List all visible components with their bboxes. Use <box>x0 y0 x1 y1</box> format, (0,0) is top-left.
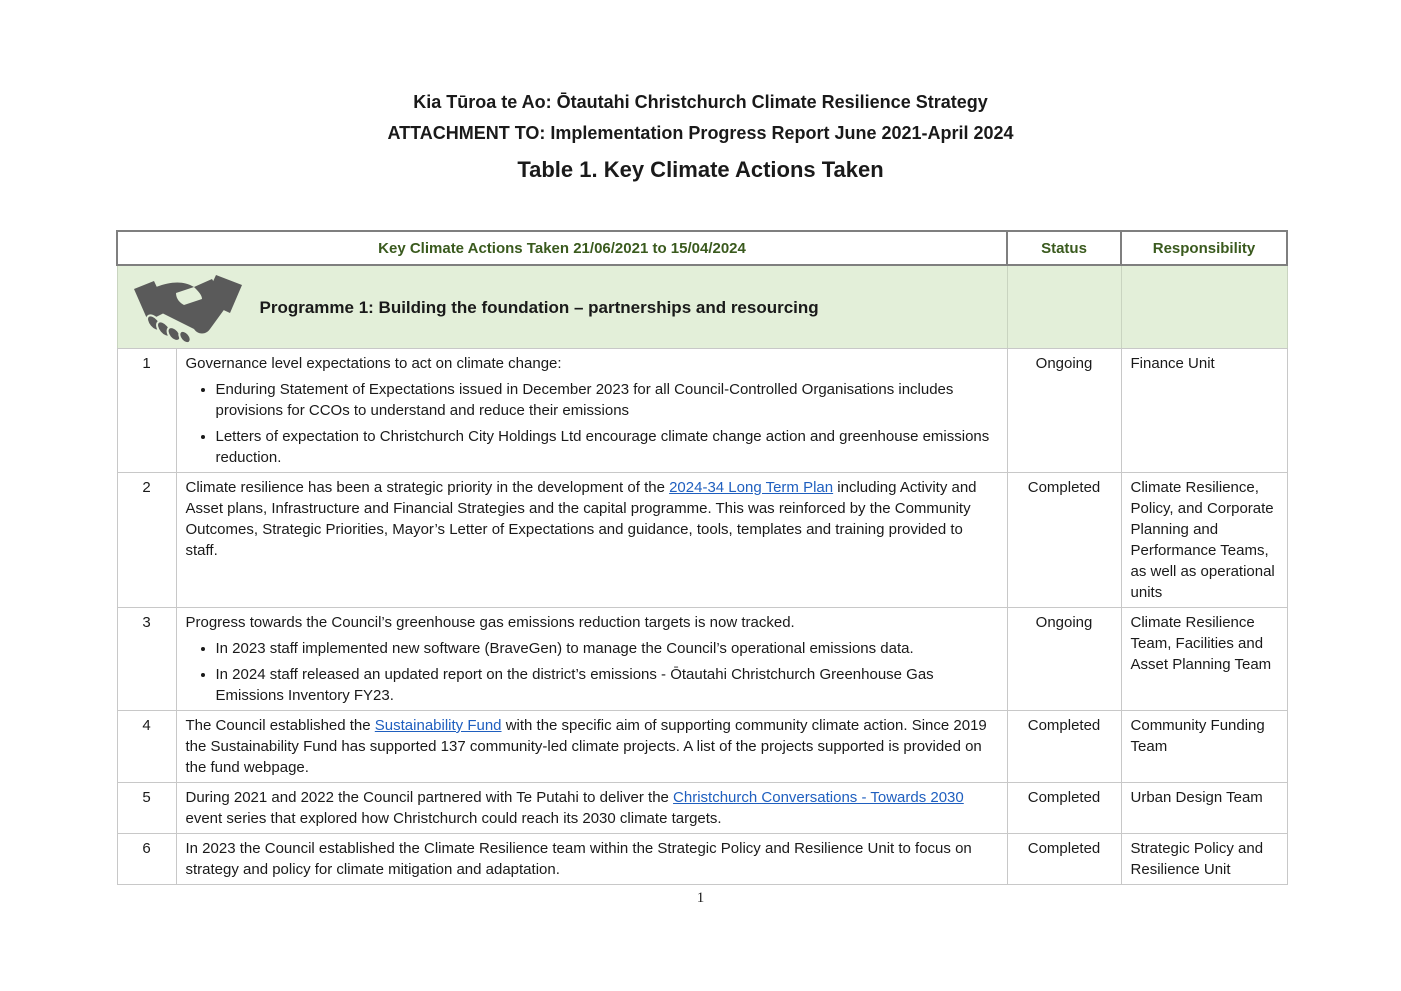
row-responsibility: Finance Unit <box>1121 349 1287 473</box>
row-status: Completed <box>1007 473 1121 608</box>
christchurch-conversations-link[interactable]: Christchurch Conversations - Towards 2030 <box>673 789 964 806</box>
row-description <box>176 834 1007 885</box>
row-responsibility: Climate Resilience, Policy, and Corporate Planning and Performance Teams, as well as operational units <box>1121 473 1287 608</box>
table-row <box>117 834 1287 885</box>
header-responsibility: Responsibility <box>1121 231 1287 265</box>
row-text: including Activity and Asset plans, Infrastructure and Financial Strategies and the capital programme. This was reinforced by the Community Outcomes, Strategic Priorities, Mayor’s Letter of Expectations and guidance, tools, templates and training provided to staff. <box>185 479 977 559</box>
table-row <box>117 711 1287 783</box>
table-row <box>117 608 1287 711</box>
header-actions: Key Climate Actions Taken 21/06/2021 to 15/04/2024 <box>117 231 1007 265</box>
row-text: Governance level expectations to act on climate change: <box>185 355 562 372</box>
list-item: • Letters of expectation to Christchurch City Holdings Ltd encourage climate change action and greenhouse emissions reduction. <box>216 426 998 468</box>
row-status: Completed <box>1007 783 1121 834</box>
row-responsibility: Strategic Policy and Resilience Unit <box>1121 834 1287 885</box>
list-item: • In 2023 staff implemented new software (BraveGen) to manage the Council’s operational emissions data. <box>216 638 998 659</box>
climate-actions-table <box>116 230 1288 885</box>
row-number: 5 <box>117 783 176 834</box>
page-number: 1 <box>696 890 705 906</box>
row-status: Ongoing <box>1007 349 1121 473</box>
row-status: Completed <box>1007 834 1121 885</box>
row-responsibility: Climate Resilience Team, Facilities and Asset Planning Team <box>1121 608 1287 711</box>
row-description <box>176 608 1007 711</box>
list-item: • In 2024 staff released an updated report on the district’s emissions - Ōtautahi Christchurch Greenhouse Gas Emissions Inventory FY23. <box>216 664 998 706</box>
table-header-row <box>117 231 1287 265</box>
row-text: In 2023 the Council established the Climate Resilience team within the Strategic Policy and Resilience Unit to focus on strategy and policy for climate mitigation and adaptation. <box>185 840 972 878</box>
long-term-plan-link[interactable]: 2024-34 Long Term Plan <box>669 479 834 496</box>
header-status: Status <box>1007 231 1121 265</box>
document-title: Kia Tūroa te Ao: Ōtautahi Christchurch Climate Resilience Strategy <box>413 92 988 112</box>
row-text: During 2021 and 2022 the Council partnered with Te Putahi to deliver the <box>185 789 674 806</box>
row-number: 3 <box>117 608 176 711</box>
row-number: 2 <box>117 473 176 608</box>
sustainability-fund-link[interactable]: Sustainability Fund <box>374 717 502 734</box>
table-title: Table 1. Key Climate Actions Taken <box>517 157 884 182</box>
document-subtitle: ATTACHMENT TO: Implementation Progress Report June 2021-April 2024 <box>387 123 1014 143</box>
row-responsibility: Community Funding Team <box>1121 711 1287 783</box>
row-status: Ongoing <box>1007 608 1121 711</box>
table-row <box>117 349 1287 473</box>
row-status: Completed <box>1007 711 1121 783</box>
programme-row <box>117 265 1287 349</box>
row-text: with the specific aim of supporting community climate action. Since 2019 the Sustainability Fund has supported 137 community-led climate projects. A list of the projects supported is provided on the fund webpage. <box>185 717 987 776</box>
row-number: 1 <box>117 349 176 473</box>
row-description <box>176 711 1007 783</box>
row-description <box>176 349 1007 473</box>
table-row <box>117 783 1287 834</box>
table-row <box>117 473 1287 608</box>
row-number: 4 <box>117 711 176 783</box>
row-text: Progress towards the Council’s greenhouse gas emissions reduction targets is now tracked. <box>185 614 795 631</box>
list-item: • Enduring Statement of Expectations issued in December 2023 for all Council-Controlled Organisations includes provisions for CCOs to understand and reduce their emissions <box>216 379 998 421</box>
document-header <box>0 88 1401 190</box>
row-responsibility: Urban Design Team <box>1121 783 1287 834</box>
row-text: event series that explored how Christchurch could reach its 2030 climate targets. <box>185 810 722 827</box>
row-text: The Council established the <box>185 717 375 734</box>
row-description <box>176 783 1007 834</box>
row-description <box>176 473 1007 608</box>
row-text: Climate resilience has been a strategic priority in the development of the <box>185 479 670 496</box>
programme-label: Programme 1: Building the foundation – partnerships and resourcing <box>259 297 819 317</box>
row-number: 6 <box>117 834 176 885</box>
handshake-icon <box>132 271 244 343</box>
